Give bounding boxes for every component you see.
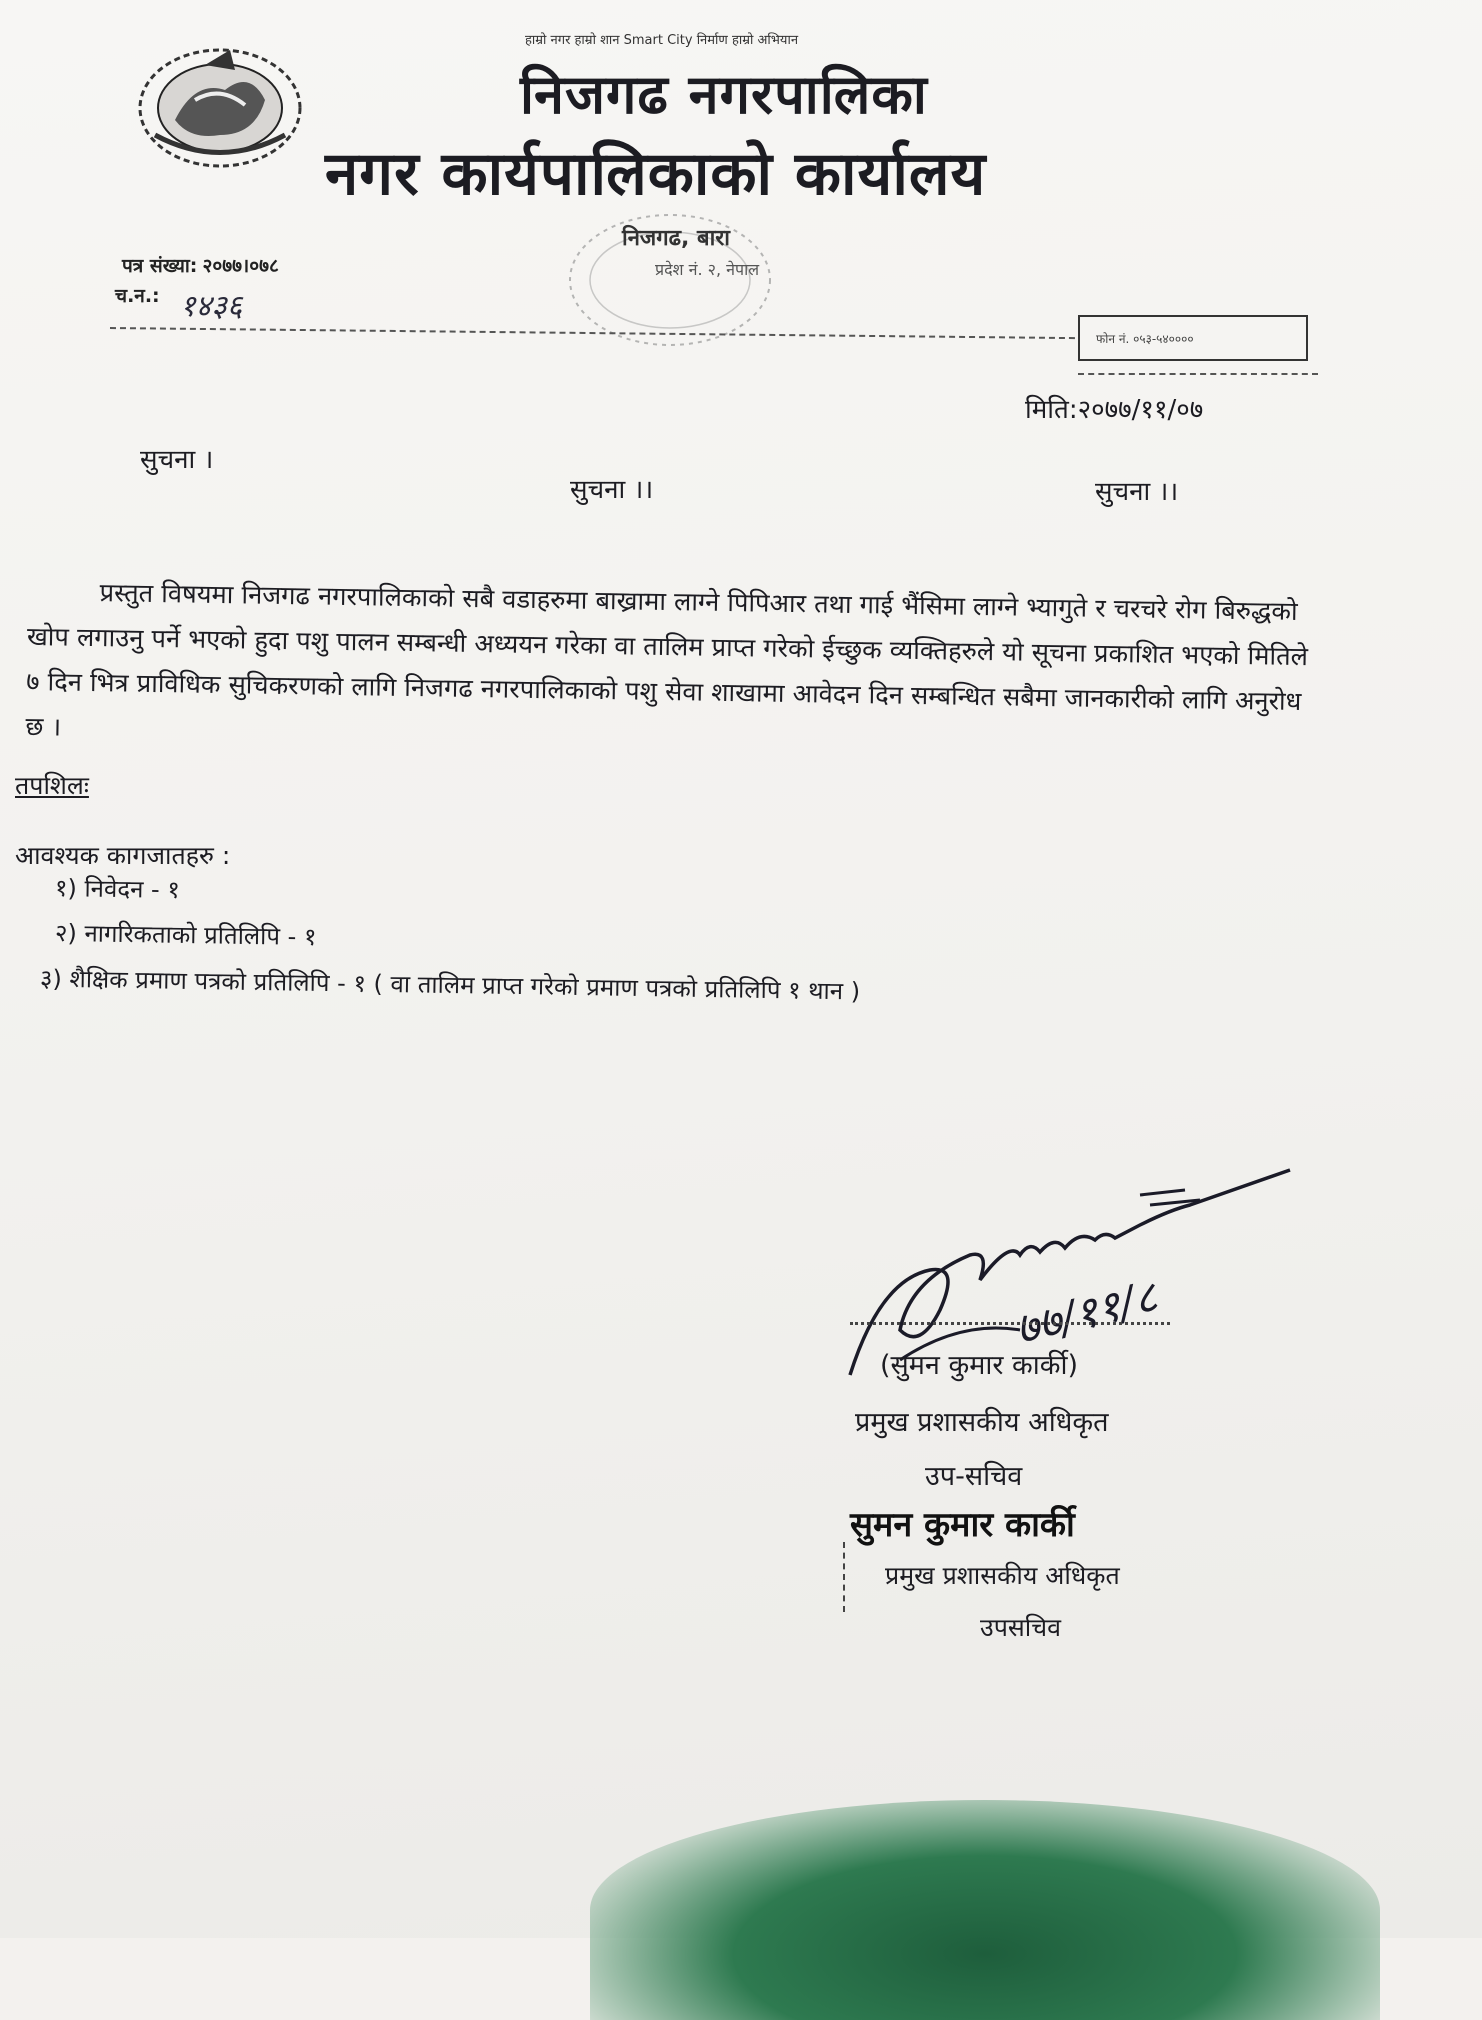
- stamp-name: सुमन कुमार कार्की: [850, 1505, 1075, 1545]
- signature-date: ७७/११/८: [1010, 1271, 1163, 1356]
- notice-body: प्रस्तुत विषयमा निजगढ नगरपालिकाको सबै वडाहरुमा बाख्रामा लाग्ने पिपिआर तथा गाई भैंसिमा लाग्ने भ्यागुते र चरचरे रोग बिरुद्धको खोप लगाउनु पर्ने भएको हुदा पशु पालन सम्बन्धी अध्ययन गरेका वा तालिम प्राप्त गरेको ईच्छुक व्यक्तिहरुले यो सूचना प्रकाशित भएको मितिले ७ दिन भित्र प्राविधिक सुचिकरणको लागि निजगढ नगरपालिकाको पशु सेवा शाखामा आवेदन दिन सम्बन्धित सबैमा जानकारीको लागि अनुरोध छ ।: [25, 578, 1309, 743]
- stamp-border: [843, 1542, 848, 1612]
- stamp-rank: उपसचिव: [980, 1613, 1062, 1642]
- municipality-name: निजगढ नगरपालिका: [520, 63, 928, 126]
- letter-date: मिति:२०७७/११/०७: [1025, 395, 1204, 425]
- signature-line: [850, 1322, 1170, 1325]
- green-blur-object: [590, 1800, 1380, 2020]
- notice-heading-3: सुचना ।।: [1095, 477, 1179, 507]
- notice-heading-1: सुचना ।: [140, 445, 214, 475]
- header-tagline: हाम्रो नगर हाम्रो शान Smart City निर्माण हाम्रो अभियान: [525, 33, 799, 48]
- phone-box: फोन नं. ०५३-५४००००: [1078, 315, 1308, 361]
- required-documents-title: आवश्यक कागजातहरु :: [15, 841, 231, 870]
- notice-heading-2: सुचना ।।: [570, 475, 654, 505]
- dispatch-number: [115, 282, 160, 308]
- office-location: निजगढ, बारा: [622, 226, 730, 251]
- letter-number-label: पत्र संख्या:: [122, 255, 198, 277]
- document-item: ३) शैक्षिक प्रमाण पत्रको प्रतिलिपि - १ ( वा तालिम प्राप्त गरेको प्रमाण पत्रको प्रतिलिपि १ थान ): [39, 964, 861, 1006]
- dispatch-number-value: १४३६: [180, 289, 243, 324]
- signer-name: (सुमन कुमार कार्की): [880, 1350, 1078, 1381]
- office-name: नगर कार्यपालिकाको कार्यालय: [325, 139, 987, 209]
- stamp-title: प्रमुख प्रशासकीय अधिकृत: [885, 1561, 1120, 1590]
- document-item: १) निवेदन - १: [54, 874, 181, 904]
- office-province: प्रदेश नं. २, नेपाल: [655, 260, 760, 279]
- details-label: तपशिलः: [15, 771, 89, 800]
- dispatch-number-label: च.न.:: [115, 285, 160, 307]
- signer-title: प्रमुख प्रशासकीय अधिकृत: [855, 1407, 1109, 1438]
- signer-rank: उप-सचिव: [925, 1461, 1023, 1492]
- letter-number: [122, 252, 279, 278]
- document-item: २) नागरिकताको प्रतिलिपि - १: [54, 918, 317, 952]
- nepal-emblem-icon: [135, 40, 305, 170]
- letter-number-value: २०७७।०७८: [202, 255, 279, 277]
- header-divider-right: [1078, 373, 1318, 375]
